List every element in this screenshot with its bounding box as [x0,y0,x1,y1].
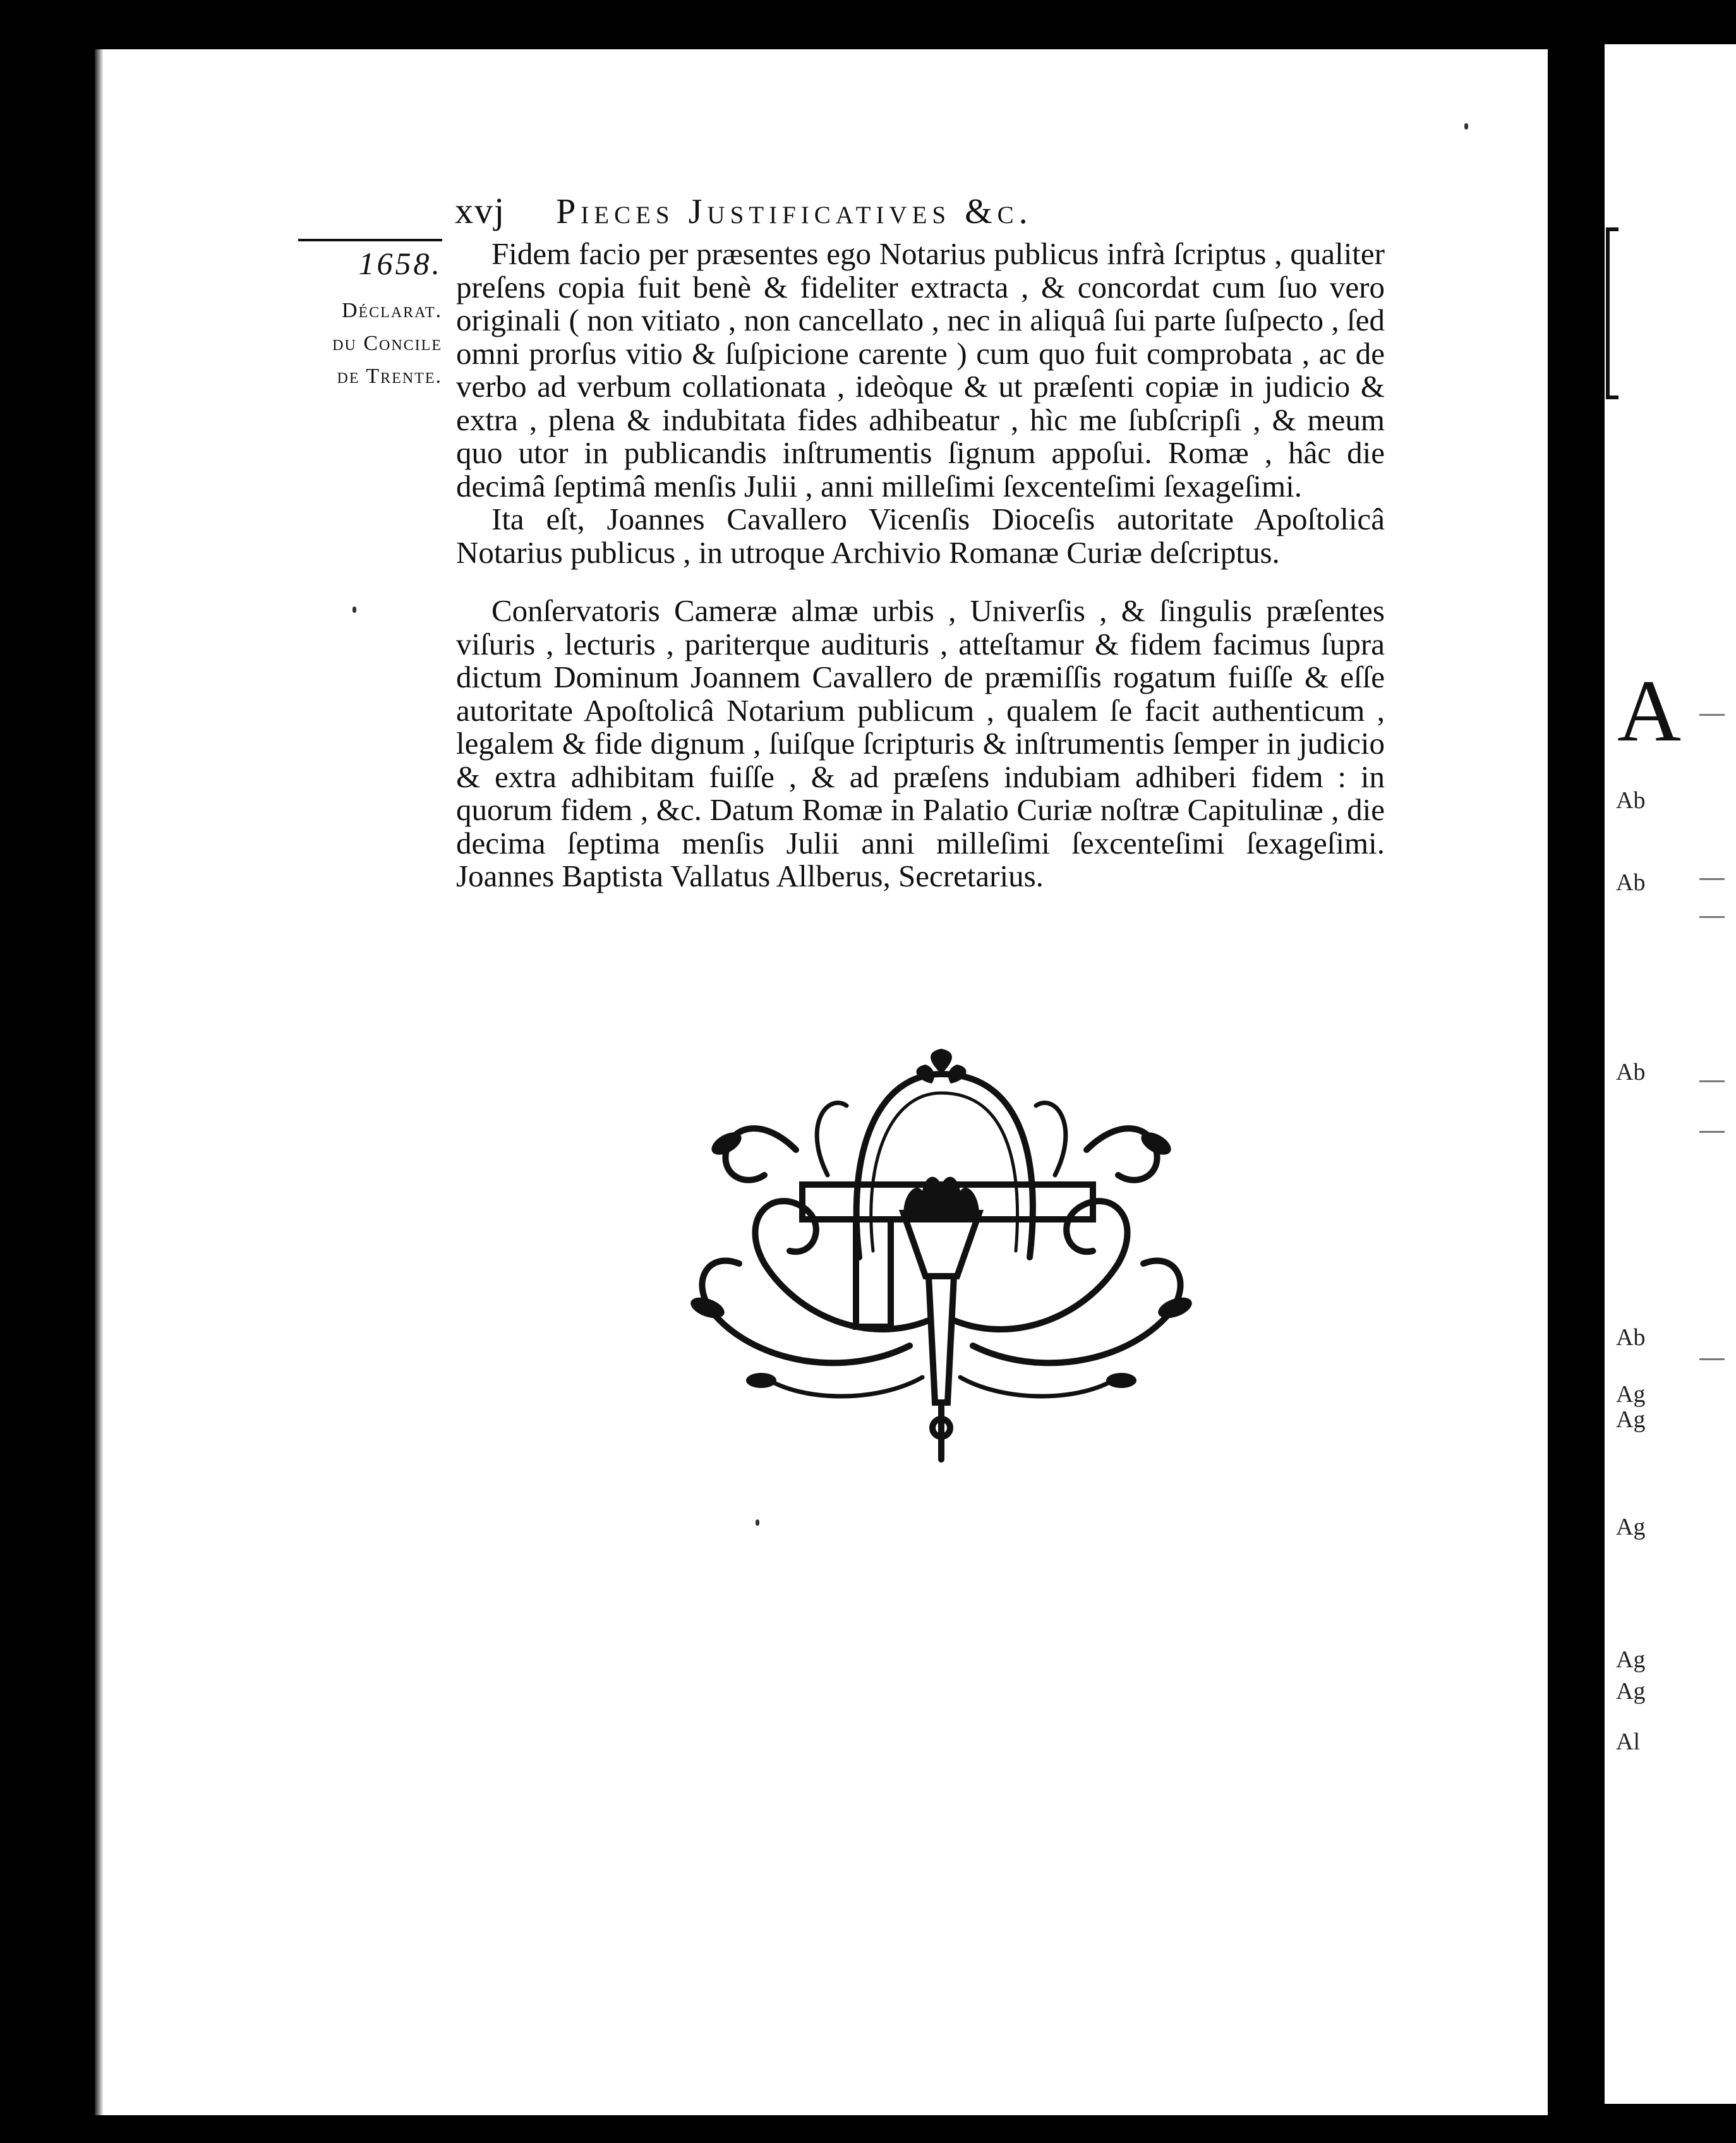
margin-rule [298,239,442,241]
ink-speck [756,1519,759,1526]
facing-page-fragment [1605,44,1736,2104]
ink-speck [353,607,356,613]
facing-page-dash [1699,1080,1725,1082]
facing-page-entry: Ab [1616,1324,1646,1351]
facing-page-dash [1699,714,1725,716]
main-text [456,238,1385,893]
margin-note-line: du Concile [332,332,442,355]
facing-page-entry: Ag [1616,1406,1646,1433]
facing-page-dash [1699,878,1725,880]
margin-note [297,239,442,393]
paragraph-notary-signature: Ita eſt, Joannes Cavallero Vicenſis Dioceſis autoritate Apoſtolicâ Notarius publicus , in utroque Archivio Romanæ Curiæ deſcriptus. [456,502,1385,570]
ink-speck [1464,123,1468,130]
facing-page-entry: Ag [1616,1646,1646,1673]
facing-page-bracket [1606,227,1618,399]
running-title: Pieces Justificatives &c. [556,192,1033,231]
page-number: xvj [455,190,506,231]
book-gutter [1548,0,1605,2143]
facing-page-letter-a: A [1617,662,1682,760]
facing-page-entry: Ag [1616,1678,1646,1705]
page-edge-shadow [95,49,104,2115]
facing-page-dash [1699,1358,1725,1360]
facing-page-dash [1699,1131,1725,1133]
facing-page-entry: Ab [1616,787,1646,814]
margin-year: 1658. [358,246,442,281]
decorative-vignette-ornament [638,1049,1257,1478]
paragraph-notary-certification: Fidem facio per præsentes ego Notarius publicus infrà ſcriptus , qualiter preſens copia fuit benè & fideliter extracta , & concordat cum ſuo vero originali ( non vitiato , non cancellato , nec in aliquâ ſui parte ſuſpecto , ſed omni prorſus vitio & ſuſpicione carente ) cum quo fuit comprobata , ac de verbo ad verbum collationata , ideòque & ut præſenti copiæ in judicio & extra , plena & indubitata fides adhibeatur , hìc me ſubſcripſi , & meum quo utor in publicandis inſtrumentis ſignum appoſui. Romæ , hâc die decimâ ſeptimâ menſis Julii , anni milleſimi ſexcenteſimi ſexageſimi. [456,236,1385,504]
facing-page-entry: Al [1616,1729,1640,1755]
margin-note-line: Déclarat. [341,299,442,322]
facing-page-entry: Ag [1616,1381,1646,1408]
facing-page-entry: Ab [1616,869,1646,896]
page-header [455,190,1219,240]
margin-note-line: de Trente. [337,365,442,388]
paragraph-conservators-attestation: Conſervatoris Cameræ almæ urbis , Univerſis , & ſingulis præſentes viſuris , lecturis , pariterque audituris , atteſtamur & fidem facimus ſupra dictum Dominum Joannem Cavallero de præmiſſis rogatum fuiſſe & eſſe autoritate Apoſtolicâ Notarium publicum , qualem ſe facit authenticum , legalem & fide dignum , ſuiſque ſcripturis & inſtrumentis ſemper in judicio & extra adhibitam fuiſſe , & ad præſens indubiam adhiberi fidem : in quorum fidem , &c. Datum Romæ in Palatio Curiæ noſtræ Capitulinæ , die decima ſeptima menſis Julii anni milleſimi ſexcenteſimi ſexageſimi. Joannes Baptista Vallatus Allberus, Secretarius. [456,593,1385,893]
facing-page-dash [1699,916,1725,918]
facing-page-entry: Ab [1616,1059,1646,1085]
facing-page-entry: Ag [1616,1514,1646,1540]
